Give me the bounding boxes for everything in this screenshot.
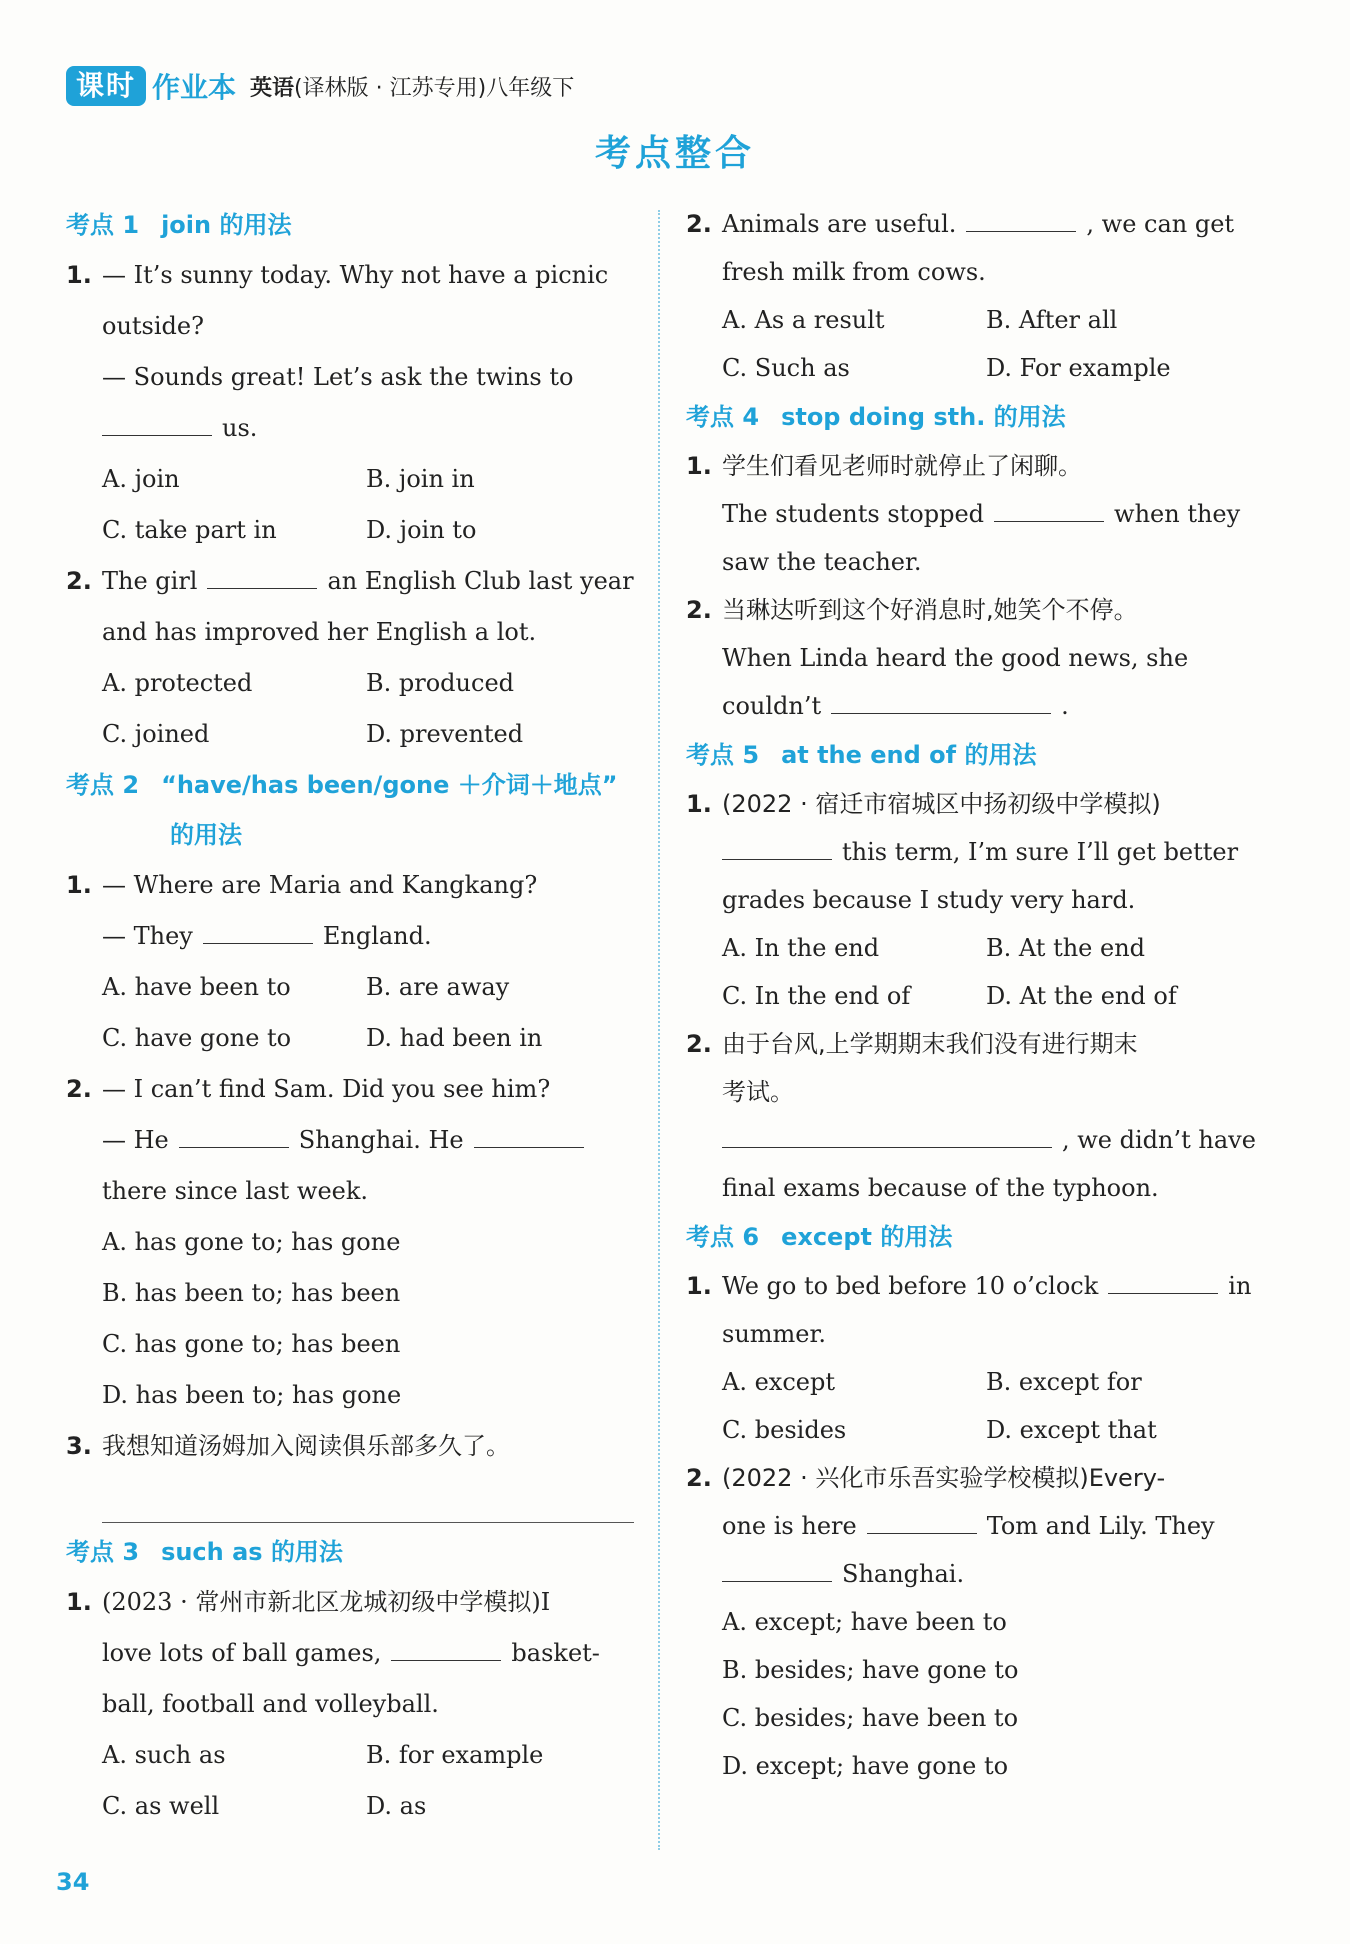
option[interactable]: A. has gone to; has gone [102, 1228, 401, 1256]
option[interactable]: C. joined [102, 720, 210, 748]
question: 1. (2023 · 常州市新北区龙城初级中学模拟)I love lots of ball games, basket- ball, football and volleyball. [66, 1588, 600, 1718]
logo-text: 作业本 [152, 71, 237, 104]
question: 1. (2022 · 宿迁市宿城区中扬初级中学模拟) this term, I’m sure I’ll get better grades because I study very hard. [686, 790, 1239, 914]
options [686, 1598, 1256, 1790]
section-heading-3: 考点 3 such as 的用法 [66, 1538, 343, 1566]
section-heading-2: 考点 2 “have/has been/gone ＋介词＋地点” [66, 771, 618, 799]
question: 1. — It’s sunny today. Why not have a picnic outside? — Sounds great! Let’s ask the twins to us. [66, 261, 609, 442]
question: 2. Animals are useful. , we can get fresh milk from cows. [686, 210, 1235, 286]
answer-blank[interactable] [831, 691, 1051, 714]
answer-line[interactable] [102, 1472, 634, 1523]
option[interactable]: D. prevented [366, 720, 524, 748]
options [66, 962, 634, 1064]
section-heading-1: 考点 1 join 的用法 [66, 211, 292, 239]
column-divider [658, 210, 660, 1850]
option[interactable]: A. protected [102, 669, 253, 697]
options [66, 454, 634, 556]
answer-blank[interactable] [994, 499, 1104, 522]
question: 2. — I can’t find Sam. Did you see him? — He Shanghai. He there since last week. [66, 1064, 634, 1217]
answer-blank[interactable] [966, 209, 1076, 232]
section-heading-2-sub: 的用法 [170, 821, 242, 849]
question: 2. 由于台风,上学期期末我们没有进行期末 考试。 , we didn’t have final exams because of the typhoon. [686, 1030, 1256, 1202]
option[interactable]: D. except; have gone to [722, 1752, 1009, 1780]
section-heading-4: 考点 4 stop doing sth. 的用法 [686, 403, 1066, 431]
options [686, 296, 1256, 392]
answer-blank[interactable] [1108, 1271, 1218, 1294]
option[interactable]: B. are away [366, 973, 510, 1001]
options [686, 924, 1256, 1020]
option[interactable]: A. In the end [722, 934, 880, 962]
option[interactable]: A. such as [102, 1741, 226, 1769]
question: 1. We go to bed before 10 o’clock in summer. [686, 1272, 1252, 1348]
answer-blank[interactable] [391, 1638, 501, 1661]
option[interactable]: D. At the end of [986, 982, 1177, 1010]
page-title: 考点整合 [594, 133, 755, 174]
answer-blank[interactable] [102, 413, 212, 436]
option[interactable]: A. As a result [722, 306, 885, 334]
option[interactable]: A. except; have been to [722, 1608, 1007, 1636]
answer-blank[interactable] [722, 1559, 832, 1582]
subject-line: 英语(译林版 · 江苏专用)八年级下 [250, 75, 575, 101]
option[interactable]: C. have gone to [102, 1024, 292, 1052]
option[interactable]: B. After all [986, 306, 1118, 334]
answer-blank[interactable] [867, 1511, 977, 1534]
option[interactable]: A. join [102, 465, 180, 493]
option[interactable]: D. join to [366, 516, 477, 544]
option[interactable]: B. produced [366, 669, 515, 697]
left-column [66, 200, 634, 1832]
option[interactable]: B. has been to; has been [102, 1279, 401, 1307]
question: 3. 我想知道汤姆加入阅读俱乐部多久了。 [66, 1432, 510, 1460]
options [686, 1358, 1256, 1454]
option[interactable]: C. take part in [102, 516, 277, 544]
options [66, 1730, 634, 1832]
option[interactable]: A. except [722, 1368, 835, 1396]
option[interactable]: B. except for [986, 1368, 1142, 1396]
option[interactable]: B. besides; have gone to [722, 1656, 1019, 1684]
question: 1. — Where are Maria and Kangkang? — They England. [66, 871, 538, 950]
logo-badge: 课时 [66, 66, 146, 106]
right-column [686, 200, 1256, 1790]
page-number: 34 [56, 1868, 90, 1896]
options [66, 1217, 634, 1421]
option[interactable]: D. except that [986, 1416, 1157, 1444]
option[interactable]: C. besides; have been to [722, 1704, 1019, 1732]
options [66, 658, 634, 760]
option[interactable]: B. At the end [986, 934, 1146, 962]
answer-blank[interactable] [207, 566, 317, 589]
answer-blank[interactable] [474, 1125, 584, 1148]
option[interactable]: D. has been to; has gone [102, 1381, 402, 1409]
question: 2. The girl an English Club last year and has improved her English a lot. [66, 567, 634, 646]
option[interactable]: C. has gone to; has been [102, 1330, 401, 1358]
question: 2. 当琳达听到这个好消息时,她笑个不停。 When Linda heard the good news, she couldn’t . [686, 596, 1189, 720]
answer-blank[interactable] [722, 1125, 1052, 1148]
option[interactable]: A. have been to [102, 973, 291, 1001]
option[interactable]: B. join in [366, 465, 475, 493]
answer-blank[interactable] [203, 921, 313, 944]
option[interactable]: D. as [366, 1792, 427, 1820]
option[interactable]: C. besides [722, 1416, 847, 1444]
question: 2. (2022 · 兴化市乐吾实验学校模拟)Every- one is here Tom and Lily. They Shanghai. [686, 1464, 1215, 1588]
section-heading-5: 考点 5 at the end of 的用法 [686, 741, 1037, 769]
answer-blank[interactable] [722, 837, 832, 860]
question: 1. 学生们看见老师时就停止了闲聊。 The students stopped when they saw the teacher. [686, 452, 1241, 576]
option[interactable]: D. had been in [366, 1024, 543, 1052]
option[interactable]: C. In the end of [722, 982, 911, 1010]
section-heading-6: 考点 6 except 的用法 [686, 1223, 953, 1251]
option[interactable]: D. For example [986, 354, 1171, 382]
option[interactable]: C. as well [102, 1792, 220, 1820]
option[interactable]: C. Such as [722, 354, 850, 382]
option[interactable]: B. for example [366, 1741, 544, 1769]
book-header [66, 66, 574, 106]
answer-blank[interactable] [179, 1125, 289, 1148]
